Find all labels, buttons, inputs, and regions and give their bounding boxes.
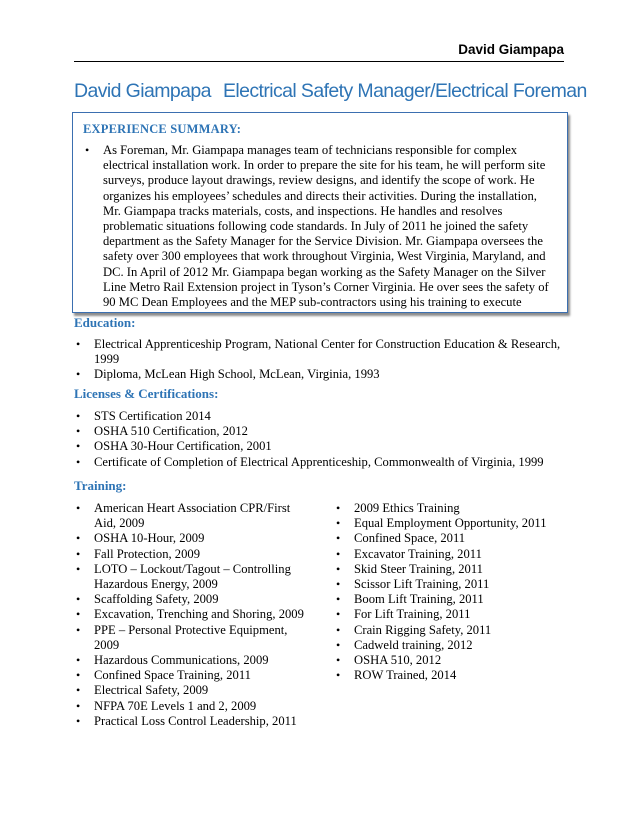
list-item: • Certificate of Completion of Electrical Apprenticeship, Commonwealth of Virginia, 1999 bbox=[74, 455, 564, 470]
experience-summary-box bbox=[72, 112, 568, 313]
training-list-right bbox=[334, 501, 574, 683]
list-item: • Hazardous Communications, 2009 bbox=[74, 653, 314, 668]
list-item: • OSHA 30-Hour Certification, 2001 bbox=[74, 439, 564, 454]
header-name: David Giampapa bbox=[458, 42, 564, 57]
list-item: • Electrical Safety, 2009 bbox=[74, 683, 314, 698]
education-heading: Education: bbox=[74, 315, 136, 330]
list-item: • LOTO – Lockout/Tagout – Controlling Hazardous Energy, 2009 bbox=[74, 562, 314, 592]
list-item: • STS Certification 2014 bbox=[74, 409, 564, 424]
list-item: • 2009 Ethics Training bbox=[334, 501, 574, 516]
list-item: • For Lift Training, 2011 bbox=[334, 607, 574, 622]
list-item: • PPE – Personal Protective Equipment, 2009 bbox=[74, 623, 314, 653]
list-item: • American Heart Association CPR/First Aid, 2009 bbox=[74, 501, 314, 531]
header-divider bbox=[74, 61, 564, 62]
list-item: • Fall Protection, 2009 bbox=[74, 547, 314, 562]
list-item: • Practical Loss Control Leadership, 2011 bbox=[74, 714, 314, 729]
list-item: • OSHA 510, 2012 bbox=[334, 653, 574, 668]
title-name: David Giampapa bbox=[74, 80, 211, 102]
training-heading: Training: bbox=[74, 478, 127, 493]
experience-summary-text bbox=[83, 143, 557, 313]
list-item: • Excavator Training, 2011 bbox=[334, 547, 574, 562]
list-item: • OSHA 10-Hour, 2009 bbox=[74, 531, 314, 546]
list-item: • Confined Space, 2011 bbox=[334, 531, 574, 546]
list-item: • Electrical Apprenticeship Program, National Center for Construction Education & Research, 1999 bbox=[74, 337, 564, 367]
list-item: • OSHA 510 Certification, 2012 bbox=[74, 424, 564, 439]
list-item: • Excavation, Trenching and Shoring, 2009 bbox=[74, 607, 314, 622]
list-item: • Skid Steer Training, 2011 bbox=[334, 562, 574, 577]
title-row bbox=[74, 80, 587, 103]
list-item: • Scaffolding Safety, 2009 bbox=[74, 592, 314, 607]
list-item: • Boom Lift Training, 2011 bbox=[334, 592, 574, 607]
list-item: • ROW Trained, 2014 bbox=[334, 668, 574, 683]
licenses-heading: Licenses & Certifications: bbox=[74, 386, 219, 401]
licenses-list bbox=[74, 409, 564, 470]
list-item: • Confined Space Training, 2011 bbox=[74, 668, 314, 683]
list-item: • Scissor Lift Training, 2011 bbox=[334, 577, 574, 592]
experience-summary-heading: EXPERIENCE SUMMARY: bbox=[83, 122, 242, 136]
list-item: • NFPA 70E Levels 1 and 2, 2009 bbox=[74, 699, 314, 714]
list-item: • Crain Rigging Safety, 2011 bbox=[334, 623, 574, 638]
list-item: • Cadweld training, 2012 bbox=[334, 638, 574, 653]
list-item: • Diploma, McLean High School, McLean, Virginia, 1993 bbox=[74, 367, 564, 382]
experience-summary-bullet: • As Foreman, Mr. Giampapa manages team of technicians responsible for complex electrical installation work. In order to prepare the site for his team, he will perform site surveys, produce layout drawings, review designs, and identify the scope of work. He organizes his employees’ schedules and directs their activities. During the installation, Mr. Giampapa tracks materials, costs, and inspections. He handles and resolves problematic situations following code standards. In July of 2011 he joined the safety department as the Safety Manager for the Service Division. Mr. Giampapa oversees the safety over 300 employees that work throughout Virginia, West Virginia, Maryland, and DC. In April of 2012 Mr. Giampapa began working as the Safety Manager on the Silver Line Metro Rail Extension project in Tyson’s Corner Virginia. He over sees the safety of 90 MC Dean Employees and the MEP sub-contractors using his training to execute bbox=[83, 143, 557, 313]
education-list bbox=[74, 337, 564, 383]
list-item: • Equal Employment Opportunity, 2011 bbox=[334, 516, 574, 531]
training-list-left bbox=[74, 501, 314, 729]
title-role: Electrical Safety Manager/Electrical Foreman bbox=[223, 80, 587, 102]
